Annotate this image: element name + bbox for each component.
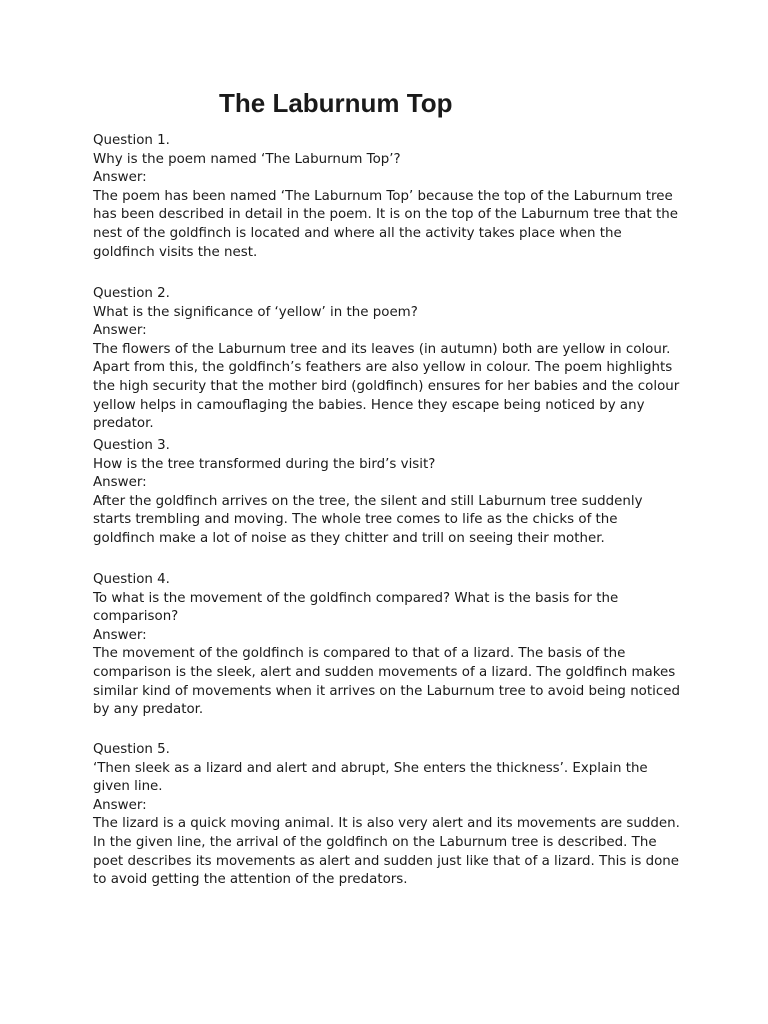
question-label: Question 5. bbox=[93, 742, 170, 757]
question-block-1 bbox=[93, 132, 683, 262]
question-text: What is the significance of ‘yellow’ in the poem? bbox=[93, 304, 418, 320]
answer-label: Answer: bbox=[93, 323, 147, 339]
question-label: Question 3. bbox=[93, 438, 170, 453]
question-text: Why is the poem named ‘The Laburnum Top’? bbox=[93, 151, 401, 167]
question-text: How is the tree transformed during the bird’s visit? bbox=[93, 456, 436, 472]
question-label: Question 1. bbox=[93, 133, 170, 148]
question-label: Question 4. bbox=[93, 572, 170, 587]
question-text: ‘Then sleek as a lizard and alert and abrupt, She enters the thickness’. Explain the given line. bbox=[93, 760, 648, 795]
question-text: To what is the movement of the goldfinch compared? What is the basis for the comparison? bbox=[93, 590, 619, 625]
question-label: Question 2. bbox=[93, 286, 170, 301]
question-block-3 bbox=[93, 437, 683, 549]
page-title: The Laburnum Top bbox=[219, 88, 453, 118]
answer-text: The flowers of the Laburnum tree and its leaves (in autumn) both are yellow in colour. Apart from this, the goldfinch’s feathers are also yellow in colour. The poem highlights the high security that the mother bird (goldfinch) ensures for her babies and the colour yellow helps in camouflaging the babies. Hence they escape being noticed by any predator. bbox=[93, 341, 680, 432]
answer-label: Answer: bbox=[93, 627, 147, 643]
answer-label: Answer: bbox=[93, 475, 147, 491]
question-block-4 bbox=[93, 571, 683, 720]
answer-text: The movement of the goldfinch is compared to that of a lizard. The basis of the comparison is the sleek, alert and sudden movements of a lizard. The goldfinch makes similar kind of movements when it arrives on the Laburnum tree to avoid being noticed by any predator. bbox=[93, 646, 680, 718]
question-block-5 bbox=[93, 741, 683, 890]
answer-text: The poem has been named ‘The Laburnum Top’ because the top of the Laburnum tree has been described in detail in the poem. It is on the top of the Laburnum tree that the nest of the goldfinch is located and where all the activity takes place when the goldfinch visits the nest. bbox=[93, 188, 678, 260]
question-block-2 bbox=[93, 285, 683, 434]
answer-text: The lizard is a quick moving animal. It is also very alert and its movements are sudden. In the given line, the arrival of the goldfinch on the Laburnum tree is described. The poet describes its movements as alert and sudden just like that of a lizard. This is done to avoid getting the attention of the predators. bbox=[93, 816, 680, 888]
answer-label: Answer: bbox=[93, 170, 147, 186]
answer-label: Answer: bbox=[93, 797, 147, 813]
answer-text: After the goldfinch arrives on the tree, the silent and still Laburnum tree suddenly starts trembling and moving. The whole tree comes to life as the chicks of the goldfinch make a lot of noise as they chitter and trill on seeing their mother. bbox=[93, 493, 643, 546]
